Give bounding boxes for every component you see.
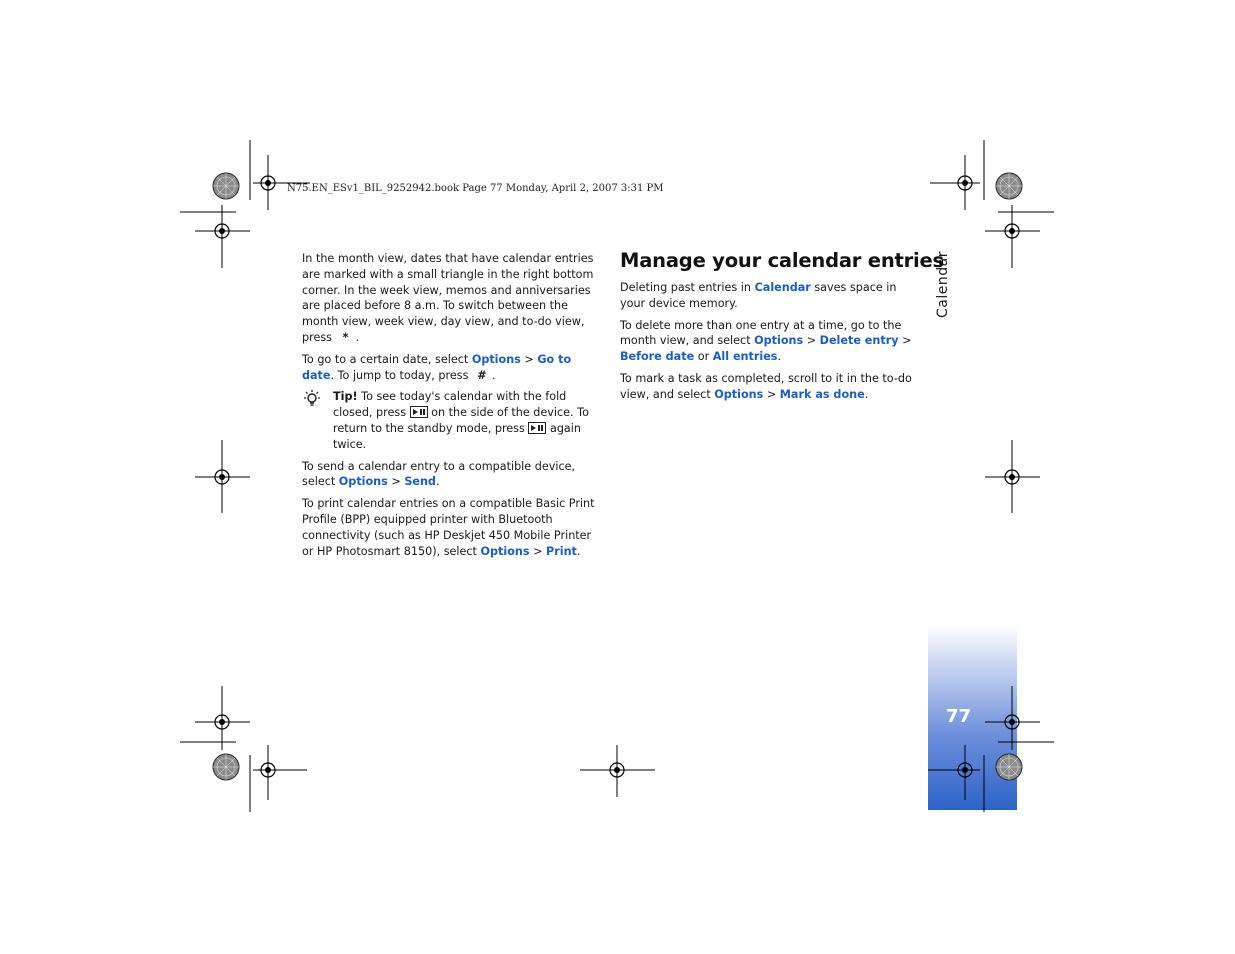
- keyword-before-date: Before date: [620, 350, 695, 364]
- section-heading: Manage your calendar entries: [620, 249, 944, 272]
- lightbulb-icon: [302, 389, 322, 409]
- keyword-options: Options: [754, 334, 804, 348]
- paragraph-go-to-date: To go to a certain date, select Options > Go to date. To jump to today, press # .: [302, 352, 572, 382]
- print-header: N75.EN_ESv1_BIL_9252942.book Page 77 Monday, April 2, 2007 3:31 PM: [287, 183, 664, 194]
- keyword-all-entries: All entries: [712, 350, 778, 364]
- star-key-icon: *: [342, 330, 349, 344]
- keyword-go-to-date: Go to date: [302, 352, 572, 382]
- paragraph-send: To send a calendar entry to a compatible device, select Options > Send.: [302, 459, 576, 489]
- paragraph-mark-done: To mark a task as completed, scroll to it in the to-do view, and select Options > Mark as done.: [620, 371, 912, 401]
- hash-key-icon: #: [477, 368, 487, 382]
- keyword-options: Options: [471, 352, 521, 366]
- media-key-icon: [410, 406, 428, 418]
- keyword-mark-as-done: Mark as done: [779, 387, 865, 401]
- paragraph-deleting: Deleting past entries in Calendar saves space in your device memory.: [620, 281, 897, 310]
- keyword-delete-entry: Delete entry: [819, 334, 899, 348]
- chapter-tab-label: Calendar: [935, 251, 951, 318]
- keyword-print: Print: [546, 544, 577, 558]
- paragraph-delete-multiple: To delete more than one entry at a time, go to the month view, and select Options > Delete entry > Before date or All entries.: [620, 318, 912, 364]
- keyword-options: Options: [480, 544, 530, 558]
- keyword-options: Options: [714, 387, 764, 401]
- media-key-icon: [528, 422, 546, 434]
- paragraph-views: In the month view, dates that have calendar entries are marked with a small triangle in the right bottom corner. In the week view, memos and anniversaries are placed before 8 a.m. To switch between the month view, week view, day view, and to-do view, press * .: [302, 252, 594, 344]
- keyword-send: Send: [404, 475, 436, 489]
- keyword-options: Options: [338, 475, 388, 489]
- keyword-calendar: Calendar: [754, 281, 811, 294]
- left-column: [302, 251, 602, 565]
- right-column: [620, 280, 920, 409]
- tip-label: Tip!: [333, 390, 358, 404]
- tip-block: Tip! To see today's calendar with the fold closed, press on the side of the device. To return to the standby mode, press again twice.: [302, 389, 602, 452]
- paragraph-print: To print calendar entries on a compatible Basic Print Profile (BPP) equipped printer with Bluetooth connectivity (such as HP Deskjet 450 Mobile Printer or HP Photosmart 8150), select Options > Print.: [302, 497, 595, 558]
- page-number: 77: [946, 706, 972, 727]
